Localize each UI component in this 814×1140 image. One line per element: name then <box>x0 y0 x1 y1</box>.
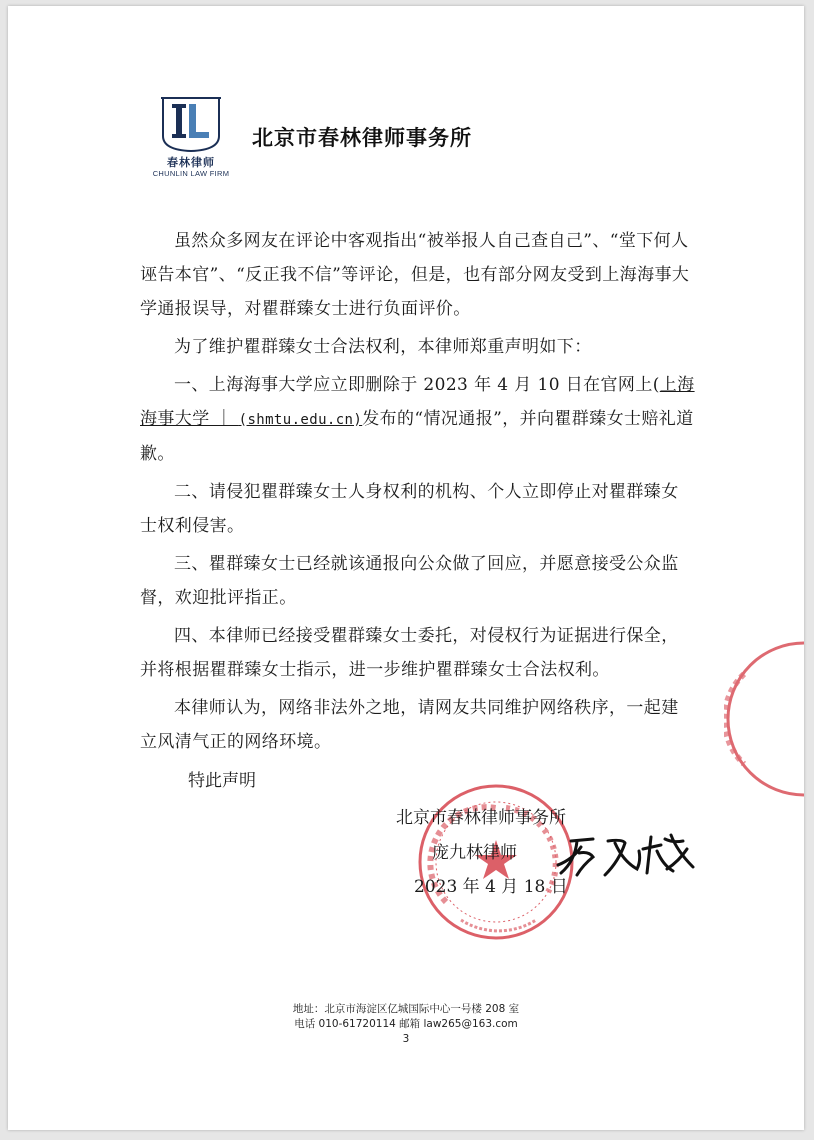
paragraph-item-1 <box>140 368 695 471</box>
paragraph-context: 虽然众多网友在评论中客观指出“被举报人自己查自己”、“堂下何人诬告本官”、“反正我不信”等评论，但是，也有部分网友受到上海海事大学通报误导，对瞿群臻女士进行负面评价。 <box>140 231 690 319</box>
statement-body <box>140 224 695 759</box>
logo-chinese-name: 春林律师 <box>167 156 215 169</box>
signature-firm-name: 北京市春林律师事务所 <box>396 808 566 828</box>
link-site-url: (shmtu.edu.cn) <box>238 412 363 428</box>
law-firm-emblem-icon <box>158 96 224 152</box>
firm-logo <box>146 96 236 182</box>
signature-date: 2023 年 4 月 18 日 <box>414 877 568 897</box>
page-number: 3 <box>402 1033 410 1045</box>
logo-english-name: CHUNLIN LAW FIRM <box>152 169 230 178</box>
document-page <box>8 6 804 1130</box>
page-footer <box>8 1002 804 1047</box>
partial-seal-stamp <box>724 634 804 804</box>
firm-title: 北京市春林律师事务所 <box>252 126 472 150</box>
item-1-text-end: 发布的“情况通报”，并向瞿群臻女士赔礼道歉。 <box>140 409 694 464</box>
handwritten-signature <box>553 821 703 881</box>
item-1-text-start: 一、上海海事大学应立即删除于 2023 年 4 月 10 日在官网上( <box>174 375 660 395</box>
paragraph-item-3: 三、瞿群臻女士已经就该通报向公众做了回应，并愿意接受公众监督，欢迎批评指正。 <box>140 554 679 608</box>
footer-address: 地址：北京市海淀区亿城国际中心一号楼 208 室 <box>292 1003 520 1015</box>
paragraph-declaration: 为了维护瞿群臻女士合法权利，本律师郑重声明如下： <box>174 337 592 357</box>
footer-contact: 电话 010-61720114 邮箱 law265@163.com <box>294 1018 518 1030</box>
paragraph-item-4: 四、本律师已经接受瞿群臻女士委托，对侵权行为证据进行保全，并将根据瞿群臻女士指示，进一步维护瞿群臻女士合法权利。 <box>140 626 679 680</box>
signature-lawyer-name: 庞九林律师 <box>432 843 517 863</box>
link-site-name: 上海海事大学 ｜ <box>140 375 695 429</box>
paragraph-appeal: 本律师认为，网络非法外之地，请网友共同维护网络秩序，一起建立风清气正的网络环境。 <box>140 698 679 752</box>
closing-remark: 特此声明 <box>188 771 256 791</box>
paragraph-item-2: 二、请侵犯瞿群臻女士人身权利的机构、个人立即停止对瞿群臻女士权利侵害。 <box>140 482 679 536</box>
